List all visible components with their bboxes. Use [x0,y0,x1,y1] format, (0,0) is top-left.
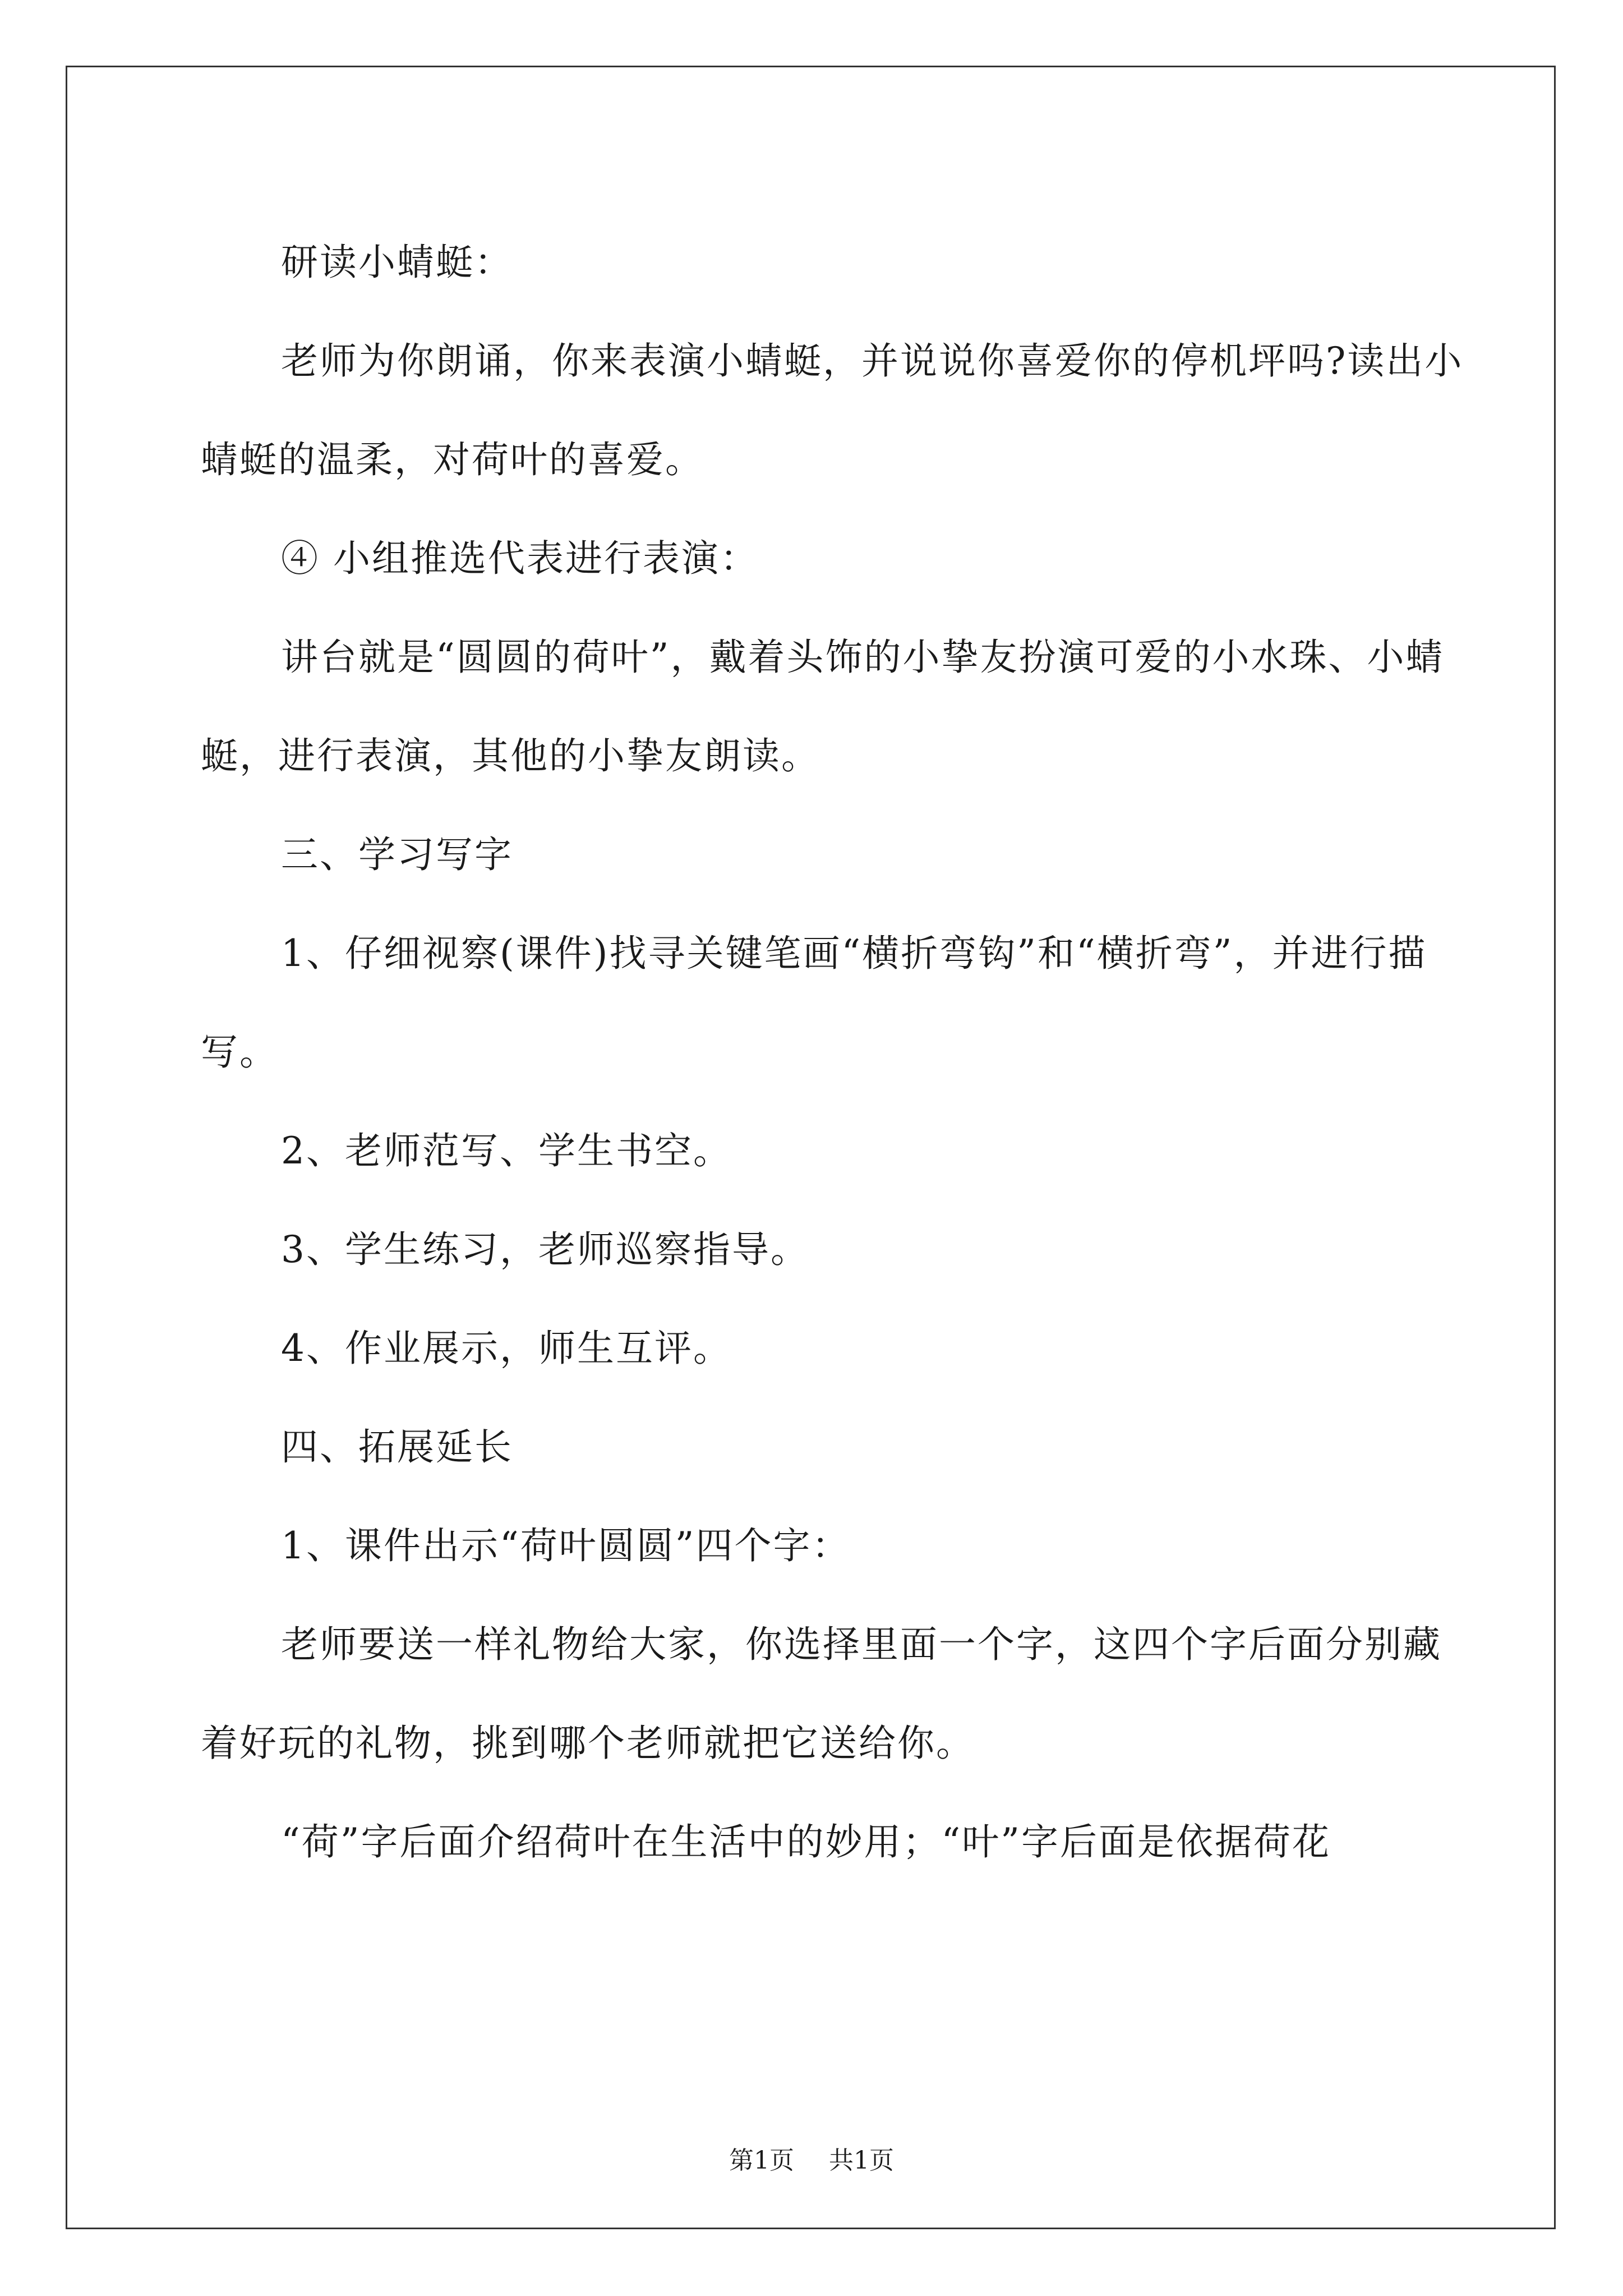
document-body [201,213,1474,1892]
paragraph: 老师要送一样礼物给大家，你选择里面一个字，这四个字后面分别藏着好玩的礼物，挑到哪个老师就把它送给你。 [201,1623,1442,1765]
paragraph: 2、老师范写、学生书空。 [281,1129,732,1172]
paragraph: 1、仔细视察(课件)找寻关键笔画“横折弯钩”和“横折弯”，并进行描写。 [201,932,1427,1074]
page-total: 共1页 [829,2146,894,2175]
paragraph: ④ 小组推选代表进行表演： [281,537,759,580]
page-number: 第1页 [729,2146,794,2175]
paragraph: 研读小蜻蜓： [281,241,513,284]
paragraph: 讲台就是“圆圆的荷叶”，戴着头饰的小挚友扮演可爱的小水珠、小蜻蜓，进行表演，其他的小挚友朗读。 [201,636,1445,777]
paragraph: 1、课件出示“荷叶圆圆”四个字： [281,1524,851,1567]
paragraph: “荷”字后面介绍荷叶在生活中的妙用；“叶”字后面是依据荷花 [281,1820,1331,1864]
paragraph: 4、作业展示，师生互评。 [281,1327,732,1370]
page-footer [0,2140,1623,2176]
section-heading: 四、拓展延长 [281,1425,513,1469]
paragraph: 老师为你朗诵，你来表演小蜻蜓，并说说你喜爱你的停机坪吗?读出小蜻蜓的温柔，对荷叶的喜爱。 [201,339,1464,481]
paragraph: 3、学生练习，老师巡察指导。 [281,1228,809,1271]
section-heading: 三、学习写字 [281,833,513,876]
